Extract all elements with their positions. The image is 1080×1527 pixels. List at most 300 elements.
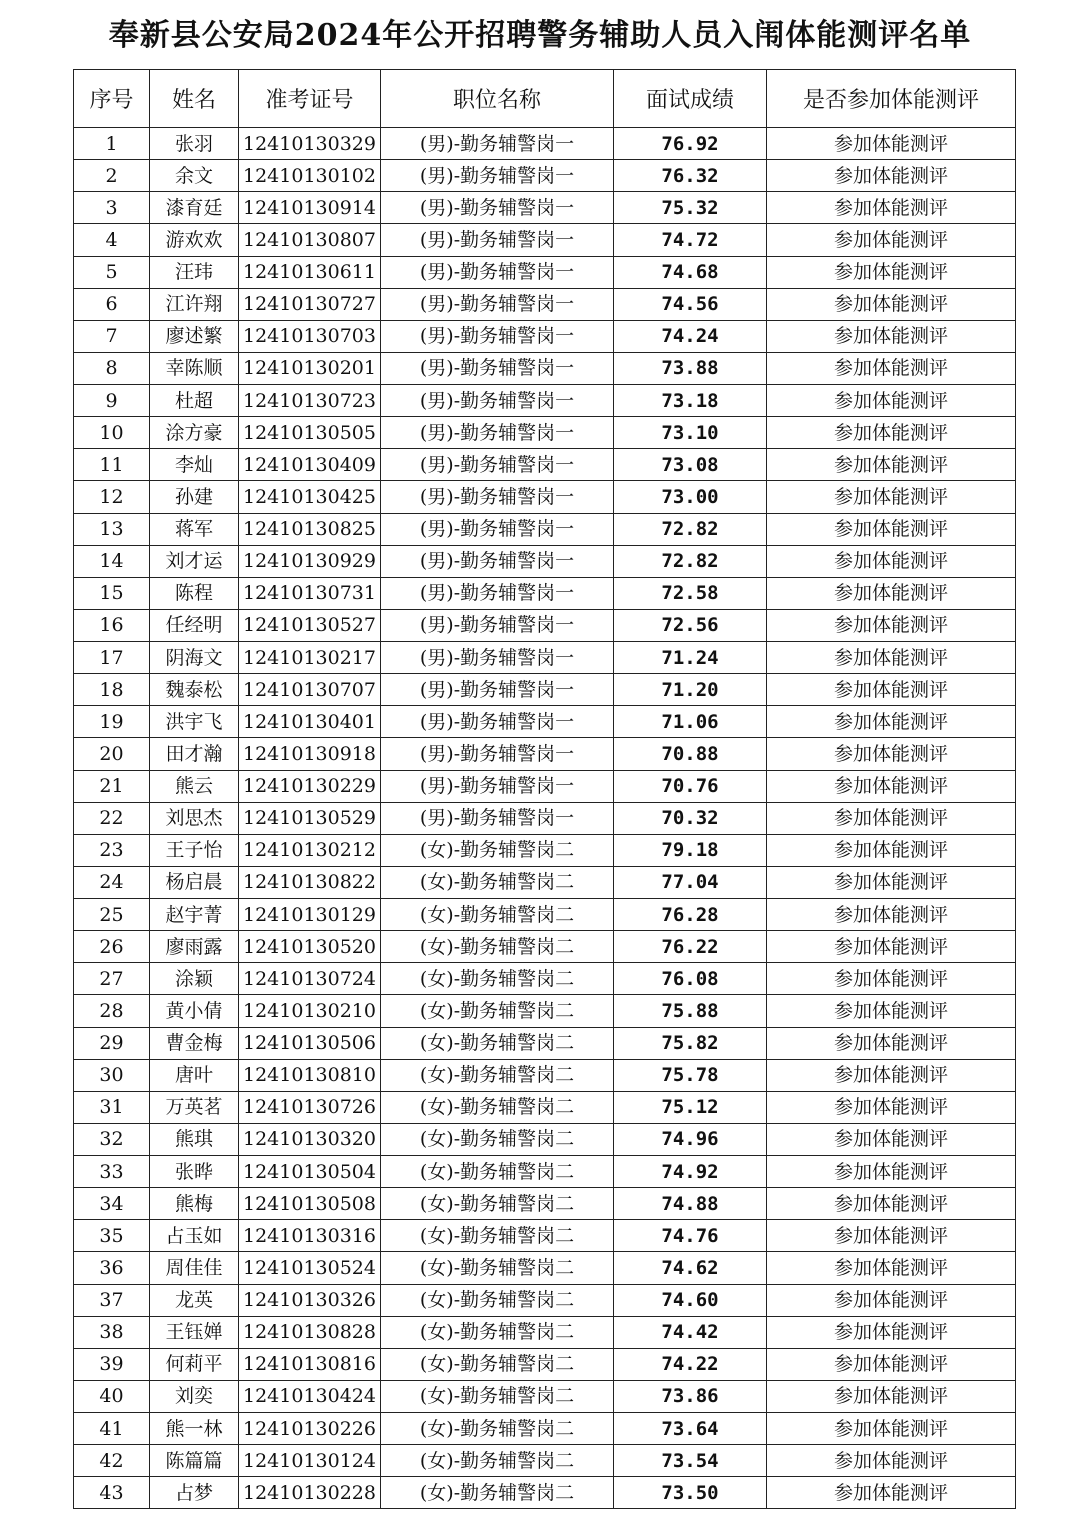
row-fitness-status: 参加体能测评 (767, 931, 1016, 963)
row-interview-score: 71.06 (614, 706, 767, 738)
row-exam-id: 12410130508 (239, 1188, 381, 1220)
table-row (74, 417, 1016, 449)
row-name: 廖雨露 (150, 931, 239, 963)
row-seq: 23 (74, 834, 150, 866)
row-name: 涂方豪 (150, 417, 239, 449)
row-interview-score: 74.76 (614, 1220, 767, 1252)
row-fitness-status: 参加体能测评 (767, 1156, 1016, 1188)
row-fitness-status: 参加体能测评 (767, 385, 1016, 417)
row-seq: 17 (74, 642, 150, 674)
row-fitness-status: 参加体能测评 (767, 802, 1016, 834)
row-interview-score: 76.22 (614, 931, 767, 963)
table-row (74, 899, 1016, 931)
row-exam-id: 12410130529 (239, 802, 381, 834)
row-exam-id: 12410130210 (239, 995, 381, 1027)
table-row (74, 352, 1016, 384)
row-name: 刘思杰 (150, 802, 239, 834)
row-exam-id: 12410130201 (239, 352, 381, 384)
row-exam-id: 12410130807 (239, 224, 381, 256)
table-row (74, 1413, 1016, 1445)
table-row (74, 931, 1016, 963)
row-name: 占玉如 (150, 1220, 239, 1252)
row-name: 杜超 (150, 385, 239, 417)
table-row (74, 224, 1016, 256)
row-position: (女)-勤务辅警岗二 (381, 1380, 614, 1412)
header-interview-score: 面试成绩 (614, 70, 767, 128)
row-name: 汪玮 (150, 256, 239, 288)
row-position: (女)-勤务辅警岗二 (381, 1188, 614, 1220)
row-name: 陈程 (150, 577, 239, 609)
row-exam-id: 12410130124 (239, 1445, 381, 1477)
row-exam-id: 12410130726 (239, 1091, 381, 1123)
row-seq: 9 (74, 385, 150, 417)
row-interview-score: 76.92 (614, 128, 767, 160)
row-exam-id: 12410130425 (239, 481, 381, 513)
table-row (74, 1316, 1016, 1348)
row-seq: 25 (74, 899, 150, 931)
row-fitness-status: 参加体能测评 (767, 1348, 1016, 1380)
row-name: 余文 (150, 160, 239, 192)
row-interview-score: 73.18 (614, 385, 767, 417)
row-interview-score: 75.88 (614, 995, 767, 1027)
row-interview-score: 74.96 (614, 1123, 767, 1155)
table-row (74, 320, 1016, 352)
row-name: 王子怡 (150, 834, 239, 866)
row-position: (女)-勤务辅警岗二 (381, 963, 614, 995)
row-exam-id: 12410130731 (239, 577, 381, 609)
row-position: (女)-勤务辅警岗二 (381, 1059, 614, 1091)
row-interview-score: 74.24 (614, 320, 767, 352)
row-interview-score: 74.56 (614, 288, 767, 320)
header-position: 职位名称 (381, 70, 614, 128)
row-position: (男)-勤务辅警岗一 (381, 609, 614, 641)
row-exam-id: 12410130724 (239, 963, 381, 995)
table-row (74, 128, 1016, 160)
table-row (74, 1380, 1016, 1412)
row-position: (女)-勤务辅警岗二 (381, 1027, 614, 1059)
row-seq: 7 (74, 320, 150, 352)
row-exam-id: 12410130424 (239, 1380, 381, 1412)
table-row (74, 1188, 1016, 1220)
table-row (74, 770, 1016, 802)
row-name: 陈篇篇 (150, 1445, 239, 1477)
table-row (74, 192, 1016, 224)
row-fitness-status: 参加体能测评 (767, 899, 1016, 931)
row-fitness-status: 参加体能测评 (767, 513, 1016, 545)
row-position: (男)-勤务辅警岗一 (381, 352, 614, 384)
row-interview-score: 73.86 (614, 1380, 767, 1412)
row-interview-score: 70.76 (614, 770, 767, 802)
row-fitness-status: 参加体能测评 (767, 288, 1016, 320)
row-seq: 26 (74, 931, 150, 963)
row-fitness-status: 参加体能测评 (767, 1220, 1016, 1252)
row-fitness-status: 参加体能测评 (767, 1445, 1016, 1477)
row-position: (女)-勤务辅警岗二 (381, 834, 614, 866)
table-row (74, 866, 1016, 898)
row-position: (男)-勤务辅警岗一 (381, 770, 614, 802)
row-interview-score: 74.42 (614, 1316, 767, 1348)
row-seq: 14 (74, 545, 150, 577)
row-interview-score: 72.82 (614, 545, 767, 577)
row-position: (女)-勤务辅警岗二 (381, 1477, 614, 1509)
row-position: (女)-勤务辅警岗二 (381, 1091, 614, 1123)
table-row (74, 1091, 1016, 1123)
row-name: 张晔 (150, 1156, 239, 1188)
row-seq: 39 (74, 1348, 150, 1380)
row-seq: 27 (74, 963, 150, 995)
row-seq: 13 (74, 513, 150, 545)
table-row (74, 706, 1016, 738)
row-interview-score: 76.28 (614, 899, 767, 931)
row-exam-id: 12410130828 (239, 1316, 381, 1348)
row-interview-score: 75.12 (614, 1091, 767, 1123)
row-exam-id: 12410130129 (239, 899, 381, 931)
table-row (74, 995, 1016, 1027)
row-interview-score: 74.88 (614, 1188, 767, 1220)
row-name: 占梦 (150, 1477, 239, 1509)
row-name: 周佳佳 (150, 1252, 239, 1284)
row-fitness-status: 参加体能测评 (767, 674, 1016, 706)
row-name: 廖述繁 (150, 320, 239, 352)
table-row (74, 1348, 1016, 1380)
row-interview-score: 71.24 (614, 642, 767, 674)
table-row (74, 1252, 1016, 1284)
row-position: (女)-勤务辅警岗二 (381, 1220, 614, 1252)
row-fitness-status: 参加体能测评 (767, 1477, 1016, 1509)
row-interview-score: 72.58 (614, 577, 767, 609)
row-seq: 42 (74, 1445, 150, 1477)
row-exam-id: 12410130102 (239, 160, 381, 192)
row-fitness-status: 参加体能测评 (767, 224, 1016, 256)
row-seq: 21 (74, 770, 150, 802)
row-fitness-status: 参加体能测评 (767, 1027, 1016, 1059)
row-seq: 33 (74, 1156, 150, 1188)
row-fitness-status: 参加体能测评 (767, 160, 1016, 192)
table-row (74, 449, 1016, 481)
row-exam-id: 12410130707 (239, 674, 381, 706)
row-seq: 36 (74, 1252, 150, 1284)
row-interview-score: 73.54 (614, 1445, 767, 1477)
row-interview-score: 75.78 (614, 1059, 767, 1091)
row-fitness-status: 参加体能测评 (767, 995, 1016, 1027)
table-row (74, 738, 1016, 770)
row-seq: 30 (74, 1059, 150, 1091)
row-exam-id: 12410130918 (239, 738, 381, 770)
row-interview-score: 73.00 (614, 481, 767, 513)
row-interview-score: 70.88 (614, 738, 767, 770)
row-position: (女)-勤务辅警岗二 (381, 899, 614, 931)
row-exam-id: 12410130723 (239, 385, 381, 417)
row-seq: 29 (74, 1027, 150, 1059)
row-position: (女)-勤务辅警岗二 (381, 1445, 614, 1477)
row-name: 田才瀚 (150, 738, 239, 770)
row-exam-id: 12410130520 (239, 931, 381, 963)
row-exam-id: 12410130810 (239, 1059, 381, 1091)
table-row (74, 545, 1016, 577)
row-seq: 24 (74, 866, 150, 898)
row-name: 洪宇飞 (150, 706, 239, 738)
table-row (74, 1220, 1016, 1252)
row-fitness-status: 参加体能测评 (767, 963, 1016, 995)
row-fitness-status: 参加体能测评 (767, 545, 1016, 577)
row-position: (女)-勤务辅警岗二 (381, 995, 614, 1027)
row-interview-score: 74.60 (614, 1284, 767, 1316)
row-interview-score: 76.32 (614, 160, 767, 192)
row-seq: 28 (74, 995, 150, 1027)
row-exam-id: 12410130527 (239, 609, 381, 641)
candidate-table (73, 69, 1016, 1509)
table-row (74, 1477, 1016, 1509)
row-seq: 37 (74, 1284, 150, 1316)
row-name: 江许翔 (150, 288, 239, 320)
row-interview-score: 77.04 (614, 866, 767, 898)
row-seq: 11 (74, 449, 150, 481)
table-row (74, 385, 1016, 417)
row-name: 黄小倩 (150, 995, 239, 1027)
row-position: (男)-勤务辅警岗一 (381, 256, 614, 288)
row-name: 漆育廷 (150, 192, 239, 224)
row-fitness-status: 参加体能测评 (767, 256, 1016, 288)
row-name: 魏泰松 (150, 674, 239, 706)
row-seq: 22 (74, 802, 150, 834)
header-fitness-test: 是否参加体能测评 (767, 70, 1016, 128)
row-exam-id: 12410130505 (239, 417, 381, 449)
table-header-row (74, 70, 1016, 128)
table-body (74, 128, 1016, 1509)
row-exam-id: 12410130825 (239, 513, 381, 545)
row-interview-score: 76.08 (614, 963, 767, 995)
row-name: 李灿 (150, 449, 239, 481)
row-position: (女)-勤务辅警岗二 (381, 1252, 614, 1284)
row-seq: 18 (74, 674, 150, 706)
row-interview-score: 72.56 (614, 609, 767, 641)
row-interview-score: 71.20 (614, 674, 767, 706)
table-row (74, 256, 1016, 288)
row-fitness-status: 参加体能测评 (767, 866, 1016, 898)
row-fitness-status: 参加体能测评 (767, 770, 1016, 802)
row-seq: 19 (74, 706, 150, 738)
row-fitness-status: 参加体能测评 (767, 481, 1016, 513)
row-interview-score: 74.92 (614, 1156, 767, 1188)
row-exam-id: 12410130524 (239, 1252, 381, 1284)
header-seq: 序号 (74, 70, 150, 128)
row-position: (女)-勤务辅警岗二 (381, 1348, 614, 1380)
row-name: 熊一林 (150, 1413, 239, 1445)
table-row (74, 802, 1016, 834)
row-name: 曹金梅 (150, 1027, 239, 1059)
table-row (74, 834, 1016, 866)
row-fitness-status: 参加体能测评 (767, 449, 1016, 481)
row-seq: 5 (74, 256, 150, 288)
row-name: 王钰婵 (150, 1316, 239, 1348)
row-fitness-status: 参加体能测评 (767, 417, 1016, 449)
document-title: 奉新县公安局2024年公开招聘警务辅助人员入闱体能测评名单 (108, 18, 972, 53)
row-exam-id: 12410130727 (239, 288, 381, 320)
row-position: (女)-勤务辅警岗二 (381, 1156, 614, 1188)
row-exam-id: 12410130611 (239, 256, 381, 288)
row-name: 任经明 (150, 609, 239, 641)
row-position: (男)-勤务辅警岗一 (381, 642, 614, 674)
row-position: (男)-勤务辅警岗一 (381, 128, 614, 160)
row-position: (男)-勤务辅警岗一 (381, 545, 614, 577)
row-exam-id: 12410130320 (239, 1123, 381, 1155)
row-seq: 3 (74, 192, 150, 224)
row-name: 杨启晨 (150, 866, 239, 898)
row-name: 阴海文 (150, 642, 239, 674)
row-exam-id: 12410130822 (239, 866, 381, 898)
row-fitness-status: 参加体能测评 (767, 1380, 1016, 1412)
row-position: (男)-勤务辅警岗一 (381, 706, 614, 738)
table-row (74, 963, 1016, 995)
row-seq: 10 (74, 417, 150, 449)
row-position: (男)-勤务辅警岗一 (381, 385, 614, 417)
row-exam-id: 12410130816 (239, 1348, 381, 1380)
row-name: 孙建 (150, 481, 239, 513)
row-seq: 40 (74, 1380, 150, 1412)
row-name: 熊琪 (150, 1123, 239, 1155)
row-exam-id: 12410130329 (239, 128, 381, 160)
row-position: (男)-勤务辅警岗一 (381, 802, 614, 834)
row-fitness-status: 参加体能测评 (767, 738, 1016, 770)
row-interview-score: 72.82 (614, 513, 767, 545)
row-position: (男)-勤务辅警岗一 (381, 577, 614, 609)
row-exam-id: 12410130217 (239, 642, 381, 674)
row-exam-id: 12410130229 (239, 770, 381, 802)
row-position: (男)-勤务辅警岗一 (381, 160, 614, 192)
row-interview-score: 74.22 (614, 1348, 767, 1380)
row-position: (男)-勤务辅警岗一 (381, 288, 614, 320)
row-fitness-status: 参加体能测评 (767, 642, 1016, 674)
row-position: (女)-勤务辅警岗二 (381, 1316, 614, 1348)
row-position: (女)-勤务辅警岗二 (381, 1123, 614, 1155)
row-interview-score: 79.18 (614, 834, 767, 866)
row-name: 熊云 (150, 770, 239, 802)
row-interview-score: 74.72 (614, 224, 767, 256)
header-exam-id: 准考证号 (239, 70, 381, 128)
row-position: (男)-勤务辅警岗一 (381, 192, 614, 224)
row-interview-score: 75.82 (614, 1027, 767, 1059)
table-row (74, 1059, 1016, 1091)
row-exam-id: 12410130401 (239, 706, 381, 738)
row-name: 张羽 (150, 128, 239, 160)
row-position: (男)-勤务辅警岗一 (381, 481, 614, 513)
row-fitness-status: 参加体能测评 (767, 1091, 1016, 1123)
row-seq: 1 (74, 128, 150, 160)
row-name: 龙英 (150, 1284, 239, 1316)
row-exam-id: 12410130703 (239, 320, 381, 352)
row-interview-score: 74.68 (614, 256, 767, 288)
row-exam-id: 12410130409 (239, 449, 381, 481)
row-position: (男)-勤务辅警岗一 (381, 449, 614, 481)
row-seq: 2 (74, 160, 150, 192)
row-fitness-status: 参加体能测评 (767, 1252, 1016, 1284)
row-seq: 12 (74, 481, 150, 513)
row-interview-score: 73.50 (614, 1477, 767, 1509)
row-fitness-status: 参加体能测评 (767, 192, 1016, 224)
table-row (74, 1027, 1016, 1059)
row-seq: 41 (74, 1413, 150, 1445)
table-row (74, 1445, 1016, 1477)
table-row (74, 609, 1016, 641)
row-name: 涂颖 (150, 963, 239, 995)
row-interview-score: 70.32 (614, 802, 767, 834)
row-exam-id: 12410130226 (239, 1413, 381, 1445)
row-fitness-status: 参加体能测评 (767, 609, 1016, 641)
row-fitness-status: 参加体能测评 (767, 1059, 1016, 1091)
row-seq: 35 (74, 1220, 150, 1252)
row-name: 幸陈顺 (150, 352, 239, 384)
row-seq: 4 (74, 224, 150, 256)
row-exam-id: 12410130316 (239, 1220, 381, 1252)
row-name: 唐叶 (150, 1059, 239, 1091)
row-interview-score: 74.62 (614, 1252, 767, 1284)
table-row (74, 160, 1016, 192)
header-name: 姓名 (150, 70, 239, 128)
row-position: (女)-勤务辅警岗二 (381, 1284, 614, 1316)
row-position: (男)-勤务辅警岗一 (381, 674, 614, 706)
row-fitness-status: 参加体能测评 (767, 1123, 1016, 1155)
row-fitness-status: 参加体能测评 (767, 320, 1016, 352)
row-name: 何莉平 (150, 1348, 239, 1380)
table-row (74, 288, 1016, 320)
row-name: 蒋军 (150, 513, 239, 545)
row-fitness-status: 参加体能测评 (767, 834, 1016, 866)
row-interview-score: 75.32 (614, 192, 767, 224)
row-fitness-status: 参加体能测评 (767, 1413, 1016, 1445)
table-row (74, 513, 1016, 545)
row-interview-score: 73.08 (614, 449, 767, 481)
row-seq: 43 (74, 1477, 150, 1509)
row-exam-id: 12410130212 (239, 834, 381, 866)
row-seq: 31 (74, 1091, 150, 1123)
row-position: (男)-勤务辅警岗一 (381, 738, 614, 770)
table-row (74, 481, 1016, 513)
row-fitness-status: 参加体能测评 (767, 577, 1016, 609)
row-exam-id: 12410130929 (239, 545, 381, 577)
row-seq: 20 (74, 738, 150, 770)
table-row (74, 577, 1016, 609)
row-position: (女)-勤务辅警岗二 (381, 866, 614, 898)
row-fitness-status: 参加体能测评 (767, 706, 1016, 738)
table-row (74, 1156, 1016, 1188)
row-fitness-status: 参加体能测评 (767, 128, 1016, 160)
row-seq: 32 (74, 1123, 150, 1155)
row-seq: 8 (74, 352, 150, 384)
row-exam-id: 12410130326 (239, 1284, 381, 1316)
row-position: (男)-勤务辅警岗一 (381, 224, 614, 256)
row-name: 刘奕 (150, 1380, 239, 1412)
row-fitness-status: 参加体能测评 (767, 1316, 1016, 1348)
table-row (74, 1123, 1016, 1155)
row-name: 刘才运 (150, 545, 239, 577)
row-fitness-status: 参加体能测评 (767, 352, 1016, 384)
row-fitness-status: 参加体能测评 (767, 1284, 1016, 1316)
row-fitness-status: 参加体能测评 (767, 1188, 1016, 1220)
row-position: (女)-勤务辅警岗二 (381, 931, 614, 963)
row-interview-score: 73.88 (614, 352, 767, 384)
row-name: 游欢欢 (150, 224, 239, 256)
row-seq: 16 (74, 609, 150, 641)
row-interview-score: 73.10 (614, 417, 767, 449)
row-seq: 38 (74, 1316, 150, 1348)
table-row (74, 1284, 1016, 1316)
row-position: (女)-勤务辅警岗二 (381, 1413, 614, 1445)
row-exam-id: 12410130504 (239, 1156, 381, 1188)
row-seq: 15 (74, 577, 150, 609)
row-name: 万英茗 (150, 1091, 239, 1123)
row-seq: 6 (74, 288, 150, 320)
row-seq: 34 (74, 1188, 150, 1220)
